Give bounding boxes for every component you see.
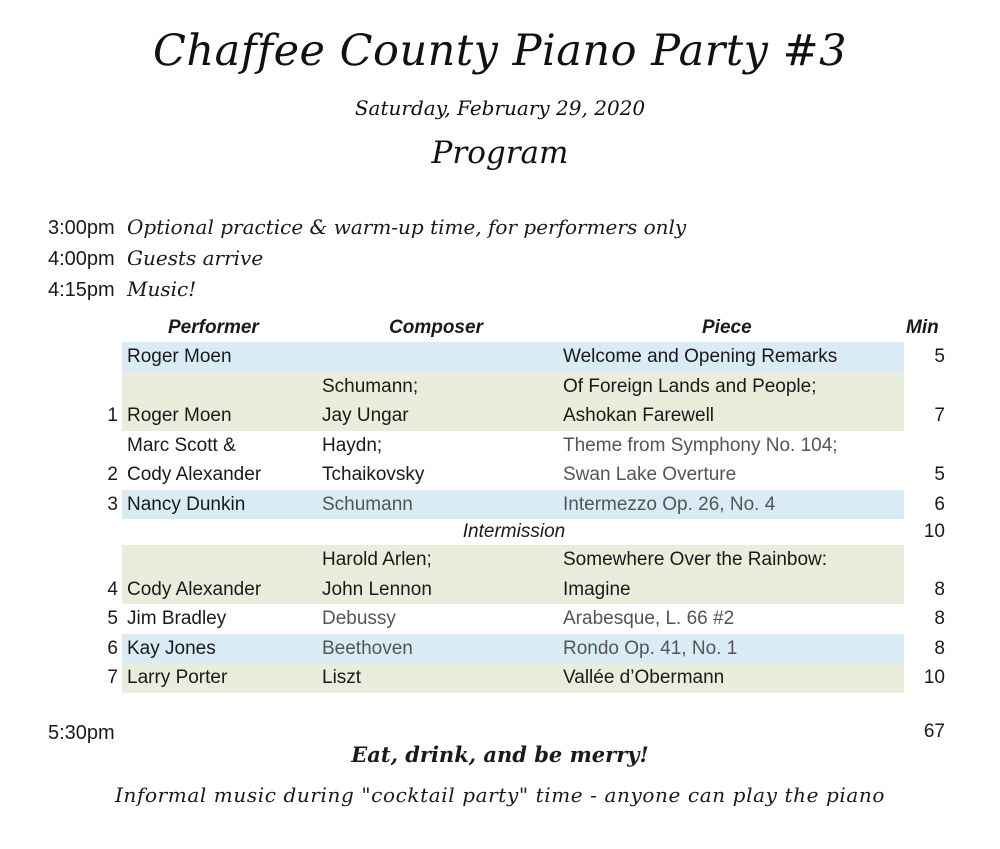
performance-number: 1 (107, 405, 118, 426)
composer-cell: John Lennon (322, 578, 432, 600)
performance-number: 7 (107, 667, 118, 688)
minutes-cell: 8 (934, 608, 945, 629)
composer-cell: Debussy (322, 608, 396, 629)
minutes-cell: 10 (923, 667, 945, 688)
piece-cell: Rondo Op. 41, No. 1 (563, 637, 738, 659)
minutes-cell: 8 (934, 637, 945, 659)
composer-cell: Harold Arlen; (322, 549, 432, 570)
piece-cell: Ashokan Farewell (563, 405, 715, 426)
total-minutes: 67 (923, 721, 945, 742)
piece-cell: Theme from Symphony No. 104; (563, 434, 838, 456)
composer-cell: Jay Ungar (322, 405, 409, 426)
performer-cell: Jim Bradley (127, 608, 227, 629)
event-date: Saturday, February 29, 2020 (354, 96, 646, 120)
performer-cell: Roger Moen (127, 405, 232, 426)
performance-number: 5 (107, 608, 118, 629)
minutes-cell: 5 (934, 464, 945, 485)
table-row (122, 604, 904, 634)
performer-cell: Larry Porter (127, 667, 228, 688)
column-header-performer: Performer (168, 317, 259, 338)
minutes-cell: 7 (934, 405, 945, 426)
column-header-min: Min (906, 317, 939, 338)
composer-cell: Haydn; (322, 434, 383, 456)
performer-cell: Kay Jones (127, 637, 216, 659)
schedule-time: 4:15pm (48, 279, 115, 301)
column-header-piece: Piece (702, 317, 752, 338)
schedule-desc: Music! (127, 277, 197, 301)
performance-number: 6 (107, 637, 118, 659)
performance-number: 3 (107, 493, 118, 515)
composer-cell: Tchaikovsky (322, 464, 425, 485)
schedule-line (48, 244, 263, 272)
composer-cell: Schumann; (322, 375, 419, 397)
performance-number: 4 (107, 578, 118, 600)
schedule-line (48, 213, 686, 241)
piece-cell: Welcome and Opening Remarks (563, 346, 838, 367)
performer-cell: Cody Alexander (127, 464, 262, 485)
composer-cell: Beethoven (322, 637, 413, 659)
program-heading: Program (431, 135, 569, 171)
schedule-desc: Optional practice & warm-up time, for performers only (127, 215, 687, 239)
minutes-cell: 5 (934, 346, 945, 367)
piece-cell: Somewhere Over the Rainbow: (563, 549, 828, 570)
minutes-cell: 8 (934, 578, 945, 600)
composer-cell: Liszt (322, 667, 362, 688)
column-header-composer: Composer (389, 317, 483, 338)
performer-cell: Nancy Dunkin (127, 493, 246, 515)
table-row (122, 634, 904, 664)
schedule-desc: Guests arrive (127, 246, 264, 270)
schedule-time: 4:00pm (48, 248, 115, 270)
performer-cell: Roger Moen (127, 346, 232, 367)
schedule-time: 3:00pm (48, 217, 115, 239)
piece-cell: Of Foreign Lands and People; (563, 375, 817, 397)
intermission-minutes: 10 (923, 521, 945, 542)
composer-cell: Schumann (322, 493, 413, 515)
table-row (122, 663, 904, 693)
piece-cell: Swan Lake Overture (563, 464, 737, 485)
schedule-line (48, 275, 196, 303)
performer-cell: Marc Scott & (127, 434, 236, 456)
piece-cell: Arabesque, L. 66 #2 (563, 608, 735, 629)
piece-cell: Vallée d’Obermann (563, 667, 725, 688)
footer-merry: Eat, drink, and be merry! (351, 742, 649, 767)
event-title: Chaffee County Piano Party #3 (153, 26, 847, 76)
piece-cell: Intermezzo Op. 26, No. 4 (563, 493, 776, 515)
performance-number: 2 (107, 464, 118, 485)
intermission-label: Intermission (462, 521, 566, 542)
piece-cell: Imagine (563, 578, 631, 600)
performer-cell: Cody Alexander (127, 578, 262, 600)
minutes-cell: 6 (934, 493, 945, 515)
end-time-value: 5:30pm (48, 722, 115, 744)
footer-info: Informal music during "cocktail party" time - anyone can play the piano (114, 783, 886, 807)
